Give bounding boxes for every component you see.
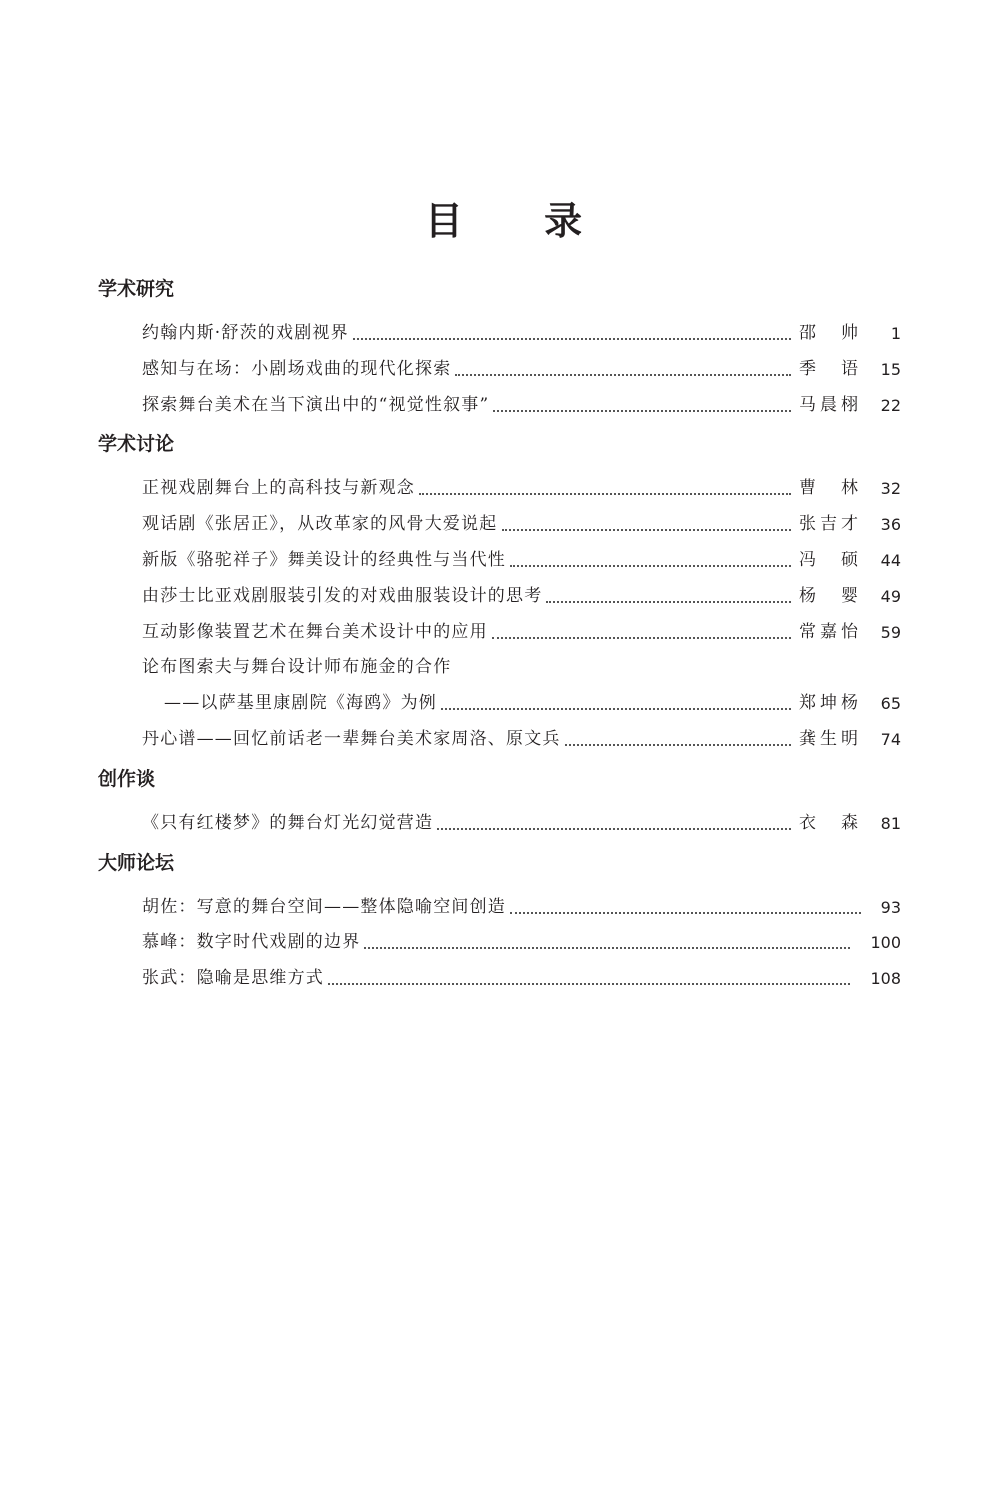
section-heading: 学术讨论 — [98, 433, 175, 456]
toc-entry[interactable] — [0, 543, 1007, 579]
toc-entry[interactable] — [0, 507, 1007, 543]
toc-entry-list — [0, 306, 1007, 427]
toc-entry-title: 张武：隐喻是思维方式 — [142, 968, 324, 989]
toc-entry[interactable] — [0, 316, 1007, 352]
section-heading: 大师论坛 — [98, 851, 175, 874]
dot-leader — [437, 828, 791, 830]
dot-leader — [565, 744, 791, 746]
dot-leader — [510, 912, 861, 914]
toc-entry-page: 36 — [880, 515, 901, 535]
toc-entry-author: 常嘉怡 — [799, 621, 859, 642]
dot-leader — [364, 947, 850, 949]
toc-entry-title: 正视戏剧舞台上的高科技与新观念 — [142, 478, 415, 499]
toc-entry-page: 93 — [880, 897, 901, 917]
toc-entry-list — [0, 880, 1007, 1001]
toc-entry[interactable] — [0, 579, 1007, 615]
toc-entry-page: 74 — [880, 729, 901, 749]
toc-entry[interactable] — [0, 388, 1007, 424]
toc-entry-author: 龚生明 — [799, 728, 859, 749]
section-heading: 学术研究 — [98, 278, 175, 300]
toc-entry-title: 约翰内斯·舒茨的戏剧视界 — [142, 323, 349, 343]
dot-leader — [419, 493, 791, 495]
toc-entry[interactable] — [0, 615, 1007, 651]
toc-entry-author: 郑坤杨 — [799, 693, 859, 714]
toc-entry-title: 丹心谱——回忆前话老一辈舞台美术家周洛、原文兵 — [142, 728, 561, 749]
toc-entry-title: 慕峰：数字时代戏剧的边界 — [142, 932, 361, 953]
toc-entry-list — [0, 461, 1007, 761]
toc-entry-author: 衣 森 — [799, 812, 859, 833]
dot-leader — [492, 637, 791, 639]
toc-entry-page: 32 — [880, 479, 901, 499]
toc-entry[interactable] — [0, 961, 1007, 997]
toc-entry-title: 胡佐：写意的舞台空间——整体隐喻空间创造 — [142, 896, 506, 917]
section-heading: 创作谈 — [98, 767, 156, 790]
table-of-contents — [0, 272, 1007, 1001]
toc-entry-page: 15 — [880, 359, 901, 379]
dot-leader — [510, 565, 791, 567]
toc-entry-title: 论布图索夫与舞台设计师布施金的合作 — [142, 657, 452, 678]
toc-entry-author: 张吉才 — [799, 514, 859, 535]
dot-leader — [441, 708, 791, 710]
dot-leader — [493, 410, 791, 412]
toc-entry-title: 《只有红楼梦》的舞台灯光幻觉营造 — [142, 812, 434, 833]
dot-leader — [353, 338, 791, 340]
toc-entry-title: ——以萨基里康剧院《海鸥》为例 — [164, 693, 437, 714]
dot-leader — [455, 374, 791, 376]
toc-entry-list — [0, 796, 1007, 846]
toc-entry-author: 杨 婴 — [799, 585, 859, 606]
toc-entry[interactable] — [0, 686, 1007, 722]
toc-entry-title: 探索舞台美术在当下演出中的“视觉性叙事” — [142, 394, 490, 415]
toc-entry-page: 44 — [880, 550, 901, 570]
toc-entry-title: 观话剧《张居正》，从改革家的风骨大爱说起 — [142, 514, 498, 535]
toc-entry-title: 新版《骆驼祥子》舞美设计的经典性与当代性 — [142, 549, 506, 570]
toc-entry-author: 曹 林 — [799, 478, 859, 499]
toc-entry[interactable] — [0, 722, 1007, 758]
toc-entry[interactable] — [0, 925, 1007, 961]
toc-entry-title: 感知与在场：小剧场戏曲的现代化探索 — [142, 358, 452, 379]
dot-leader — [328, 983, 850, 985]
toc-entry-author: 邵 帅 — [799, 323, 859, 343]
toc-entry-page: 65 — [880, 694, 901, 714]
toc-entry-author: 冯 硕 — [799, 549, 859, 570]
toc-entry-author: 季 语 — [799, 358, 859, 379]
toc-entry-author: 马晨栩 — [799, 394, 859, 415]
toc-entry-page: 22 — [880, 395, 901, 415]
toc-entry-title: 互动影像装置艺术在舞台美术设计中的应用 — [142, 621, 488, 642]
page-title: 目 录 — [424, 199, 617, 243]
toc-entry-title: 由莎士比亚戏剧服装引发的对戏曲服装设计的思考 — [142, 585, 543, 606]
toc-entry-page: 59 — [880, 622, 901, 642]
dot-leader — [502, 529, 791, 531]
toc-entry-page: 1 — [890, 324, 901, 343]
toc-entry-page: 108 — [870, 969, 901, 989]
toc-entry-page: 81 — [880, 813, 901, 833]
toc-entry[interactable] — [0, 650, 1007, 686]
toc-entry-page: 100 — [870, 933, 901, 953]
toc-entry[interactable] — [0, 890, 1007, 926]
toc-entry[interactable] — [0, 806, 1007, 842]
dot-leader — [546, 601, 791, 603]
toc-entry[interactable] — [0, 471, 1007, 507]
toc-entry[interactable] — [0, 352, 1007, 388]
toc-entry-page: 49 — [880, 586, 901, 606]
